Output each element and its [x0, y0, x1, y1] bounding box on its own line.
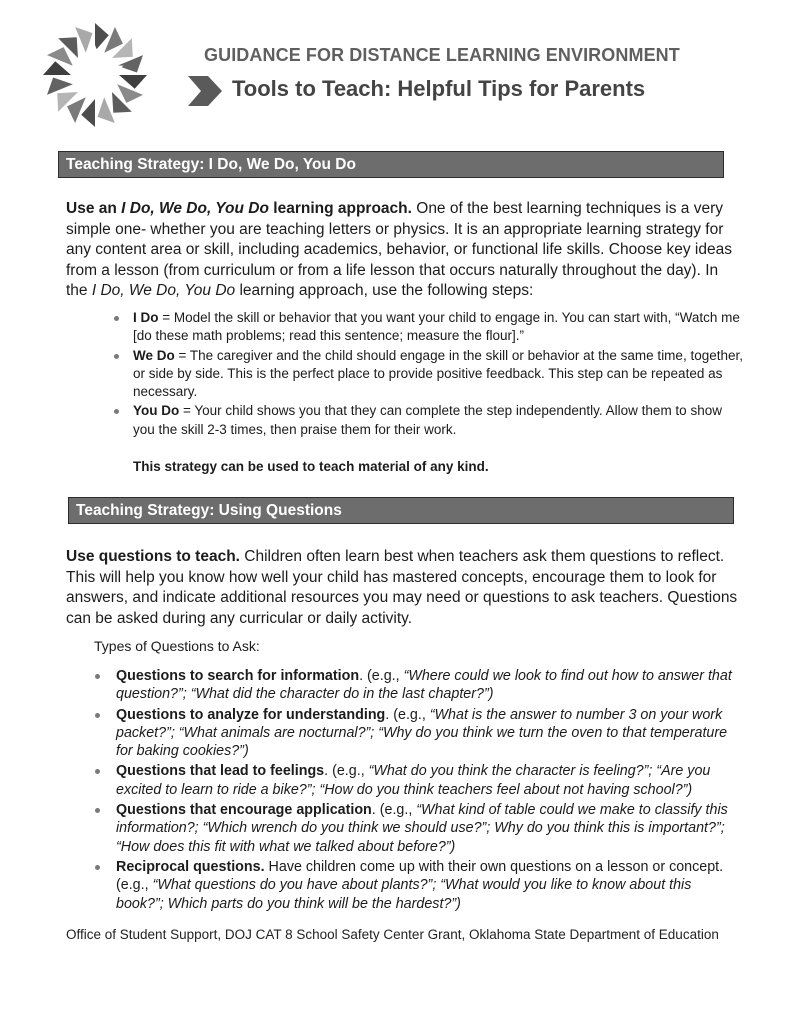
bullet-icon — [95, 713, 100, 718]
list-item: Questions to search for information. (e.g., “Where could we look to find out how to answer that question?”; “What did the character do in the last chapter?”) — [116, 667, 738, 704]
types-label: Types of Questions to Ask: — [94, 638, 260, 654]
bullet-icon — [95, 865, 100, 870]
intro-lead: Use an I Do, We Do, You Do learning approach. — [66, 200, 412, 217]
list-item: Questions that lead to feelings. (e.g., “What do you think the character is feeling?”; “Are you excited to learn to ride a bike?”; “How do you think teachers feel about not having school?”) — [116, 762, 738, 799]
questions-list — [116, 667, 738, 915]
page-title: Tools to Teach: Helpful Tips for Parents — [232, 76, 646, 101]
strategy-intro-paragraph: Use an I Do, We Do, You Do learning approach. One of the best learning techniques is a very simple one- whether you are teaching letters or physics. It is an appropriate learning strategy for any content area or skill, including academics, behavior, or functional life skills. Choose key ideas from a lesson (from curriculum or from a life lesson that occurs naturally throughout the day). In the I Do, We Do, You Do learning approach, use the following steps: — [66, 200, 732, 299]
bullet-icon — [114, 316, 119, 321]
bullet-icon — [95, 674, 100, 679]
list-item: You Do = Your child shows you that they can complete the step independently. Allow them to show you the skill 2-3 times, then praise them for their work. — [133, 402, 745, 439]
section-heading-using-questions: Teaching Strategy: Using Questions — [68, 497, 734, 524]
list-item: Questions to analyze for understanding. (e.g., “What is the answer to number 3 on your work packet?”; “What animals are nocturnal?”; “Why do you think we turn the oven to that temperature for baking cookies?”) — [116, 706, 738, 761]
bullet-icon — [95, 808, 100, 813]
section-heading-i-do-we-do-you-do: Teaching Strategy: I Do, We Do, You Do — [58, 151, 724, 178]
list-item: Questions that encourage application. (e.g., “What kind of table could we make to classify this information?; “Which wrench do you think we should use?”; Why do you think this is important?”; “How does this fit with what we talked about before?”) — [116, 801, 738, 856]
guidance-heading: GUIDANCE FOR DISTANCE LEARNING ENVIRONMENT — [204, 45, 680, 65]
bullet-icon — [114, 354, 119, 359]
star-logo-icon — [40, 20, 150, 130]
list-item: We Do = The caregiver and the child should engage in the skill or behavior at the same time, together, or side by side. This is the perfect place to provide positive feedback. This step can be repeated as necessary. — [133, 347, 745, 402]
list-item: I Do = Model the skill or behavior that you want your child to engage in. You can start with, “Watch me [do these math problems; read this sentence; measure the flour].” — [133, 309, 745, 346]
questions-intro-paragraph: Use questions to teach. Children often learn best when teachers ask them questions to reflect. This will help you know how well your child has mastered concepts, encourage them to look for answers, and indicate additional resources you may need or questions to ask teachers. Questions can be asked during any curricular or daily activity. — [66, 548, 738, 627]
footer-credit: Office of Student Support, DOJ CAT 8 School Safety Center Grant, Oklahoma State Department of Education — [66, 927, 719, 942]
steps-list — [133, 309, 745, 440]
bullet-icon — [95, 769, 100, 774]
list-item: Reciprocal questions. Have children come up with their own questions on a lesson or concept. (e.g., “What questions do you have about plants?”; “What would you like to know about this book?”; Which parts do you think will be the hardest?”) — [116, 858, 738, 913]
bullet-icon — [114, 409, 119, 414]
strategy-note: This strategy can be used to teach material of any kind. — [133, 459, 489, 474]
chevron-right-icon — [186, 74, 224, 108]
